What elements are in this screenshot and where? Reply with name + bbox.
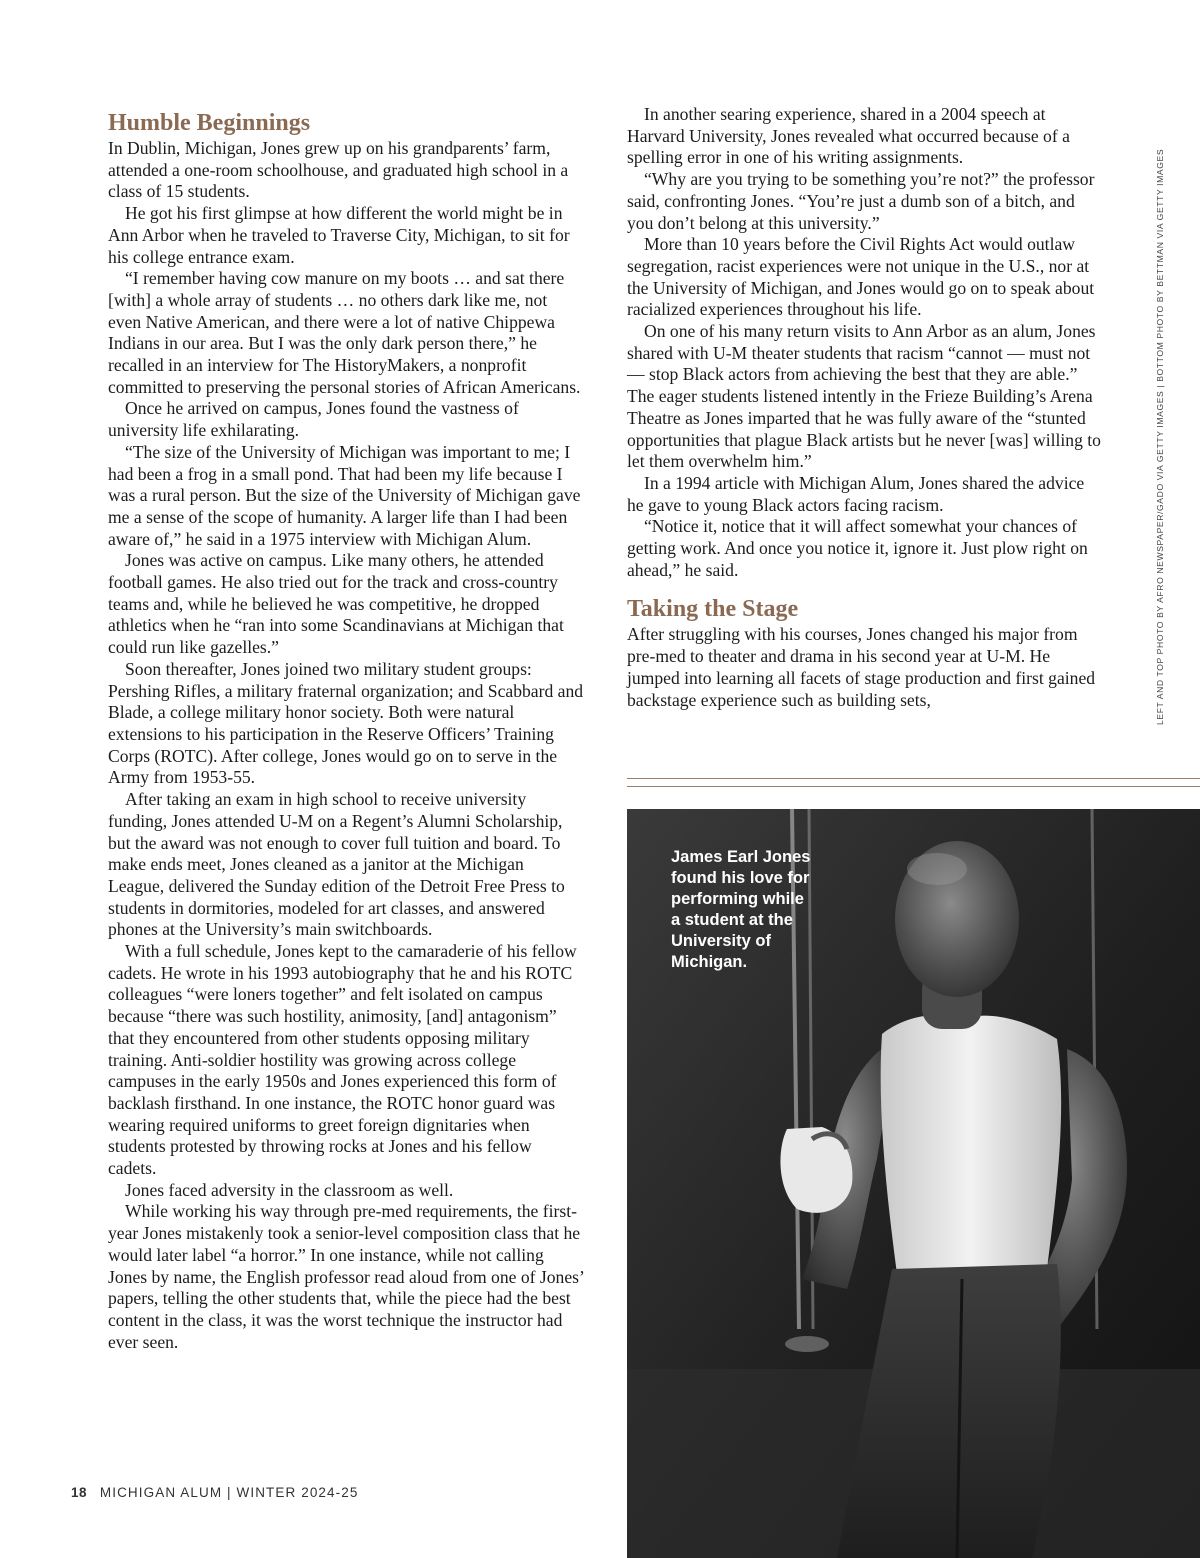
body-paragraph: Once he arrived on campus, Jones found the vastness of university life exhilarating. xyxy=(108,398,519,441)
divider-rule xyxy=(627,778,1200,779)
section-heading-humble-beginnings: Humble Beginnings xyxy=(108,110,311,136)
body-paragraph: With a full schedule, Jones kept to the camaraderie of his fellow cadets. He wrote in his 1993 autobiography that he and his ROTC colleagues “were loners together” and felt isolated on campus because “there was such hostility, animosity, [and] antagonism” that they encountered from other students opposing military training. Anti-soldier hostility was growing across college campuses in the early 1950s and Jones experienced this form of backlash firsthand. In one instance, the ROTC honor guard was wearing required uniforms to greet foreign dignitaries when students protested by throwing rocks at Jones and his fellow cadets. xyxy=(108,941,577,1179)
body-paragraph: After taking an exam in high school to receive university funding, Jones attended U-M on a Regent’s Alumni Scholarship, but the award was not enough to cover full tuition and board. To make ends meet, Jones cleaned as a janitor at the Michigan League, delivered the Sunday edition of the Detroit Free Press to students in dormitories, modeled for art classes, and answered phones at the University’s main switchboards. xyxy=(108,789,565,940)
body-paragraph: More than 10 years before the Civil Rights Act would outlaw segregation, racist experiences were not unique in the U.S., nor at the University of Michigan, and Jones would go on to speak about racialized experiences throughout his life. xyxy=(627,234,1095,320)
body-paragraph: While working his way through pre-med requirements, the first-year Jones mistakenly took a senior-level composition class that he would later label “a horror.” In one instance, while not calling Jones by name, the English professor read aloud from one of Jones’ papers, telling the other students that, while the piece had the best content in the class, it was the worst technique the instructor had ever seen. xyxy=(108,1201,584,1352)
body-paragraph: “Why are you trying to be something you’re not?” the professor said, confronting Jones. “You’re just a dumb son of a bitch, and you don’t belong at this university.” xyxy=(627,169,1095,233)
photo-caption: James Earl Jones found his love for performing while a student at the University of Michigan. xyxy=(671,848,811,971)
page-footer xyxy=(71,1485,358,1500)
section-heading-taking-the-stage: Taking the Stage xyxy=(627,596,799,623)
body-paragraph: In another searing experience, shared in a 2004 speech at Harvard University, Jones revealed what occurred because of a spelling error in one of his writing assignments. xyxy=(627,104,1070,168)
publication-name: MICHIGAN ALUM | WINTER 2024-25 xyxy=(99,1485,359,1500)
body-paragraph: “Notice it, notice that it will affect somewhat your chances of getting work. And once you notice it, ignore it. Just plow right on ahead,” he said. xyxy=(627,516,1088,580)
body-paragraph: Soon thereafter, Jones joined two military student groups: Pershing Rifles, a military fraternal organization; and Scabbard and Blade, a college military honor society. Both were natural extensions to his participation in the Reserve Officers’ Training Corps (ROTC). After college, Jones would go on to serve in the Army from 1953-55. xyxy=(108,658,584,788)
divider-rule xyxy=(627,786,1200,787)
body-paragraph: “The size of the University of Michigan was important to me; I had been a frog in a small pond. That had been my life because I was a rural person. But the size of the University of Michigan gave me a sense of the scope of humanity. A larger life than I had been aware of,” he said in a 1975 interview with Michigan Alum. xyxy=(108,441,581,549)
body-paragraph: He got his first glimpse at how different the world might be in Ann Arbor when he traveled to Traverse City, Michigan, to sit for his college entrance exam. xyxy=(108,203,570,267)
page-number: 18 xyxy=(71,1485,88,1500)
body-paragraph: On one of his many return visits to Ann Arbor as an alum, Jones shared with U-M theater students that racism “cannot — must not — stop Black actors from achieving the best that they are able.” The eager students listened intently in the Frieze Building’s Arena Theatre as Jones imparted that he was fully aware of the “stunted opportunities that plague Black artists but he never [was] willing to let them overwhelm him.” xyxy=(627,321,1101,472)
left-column xyxy=(108,108,584,1353)
body-paragraph: After struggling with his courses, Jones changed his major from pre-med to theater and drama in his second year at U-M. He jumped into learning all facets of stage production and first gained backstage experience such as building sets, xyxy=(627,624,1096,710)
photo-credit-text: LEFT AND TOP PHOTO BY AFRO NEWSPAPER/GADO VIA GETTY IMAGES | BOTTOM PHOTO BY BETTMAN VIA GETTY IMAGES xyxy=(1155,148,1165,725)
body-paragraph: Jones faced adversity in the classroom as well. xyxy=(125,1179,454,1200)
right-column xyxy=(627,104,1103,711)
photo-credit xyxy=(1154,148,1168,725)
body-paragraph: In Dublin, Michigan, Jones grew up on his grandparents’ farm, attended a one-room schoolhouse, and graduated high school in a class of 15 students. xyxy=(108,138,569,202)
body-paragraph: Jones was active on campus. Like many others, he attended football games. He also tried out for the track and cross-country teams and, while he believed he was competitive, he dropped athletics when he “ran into some Scandinavians at Michigan that could run like gazelles.” xyxy=(108,550,564,658)
photo-james-earl-jones xyxy=(627,809,1200,1558)
body-paragraph: “I remember having cow manure on my boots … and sat there [with] a whole array of students … no others dark like me, not even Native American, and there were a lot of native Chippewa Indians in our area. But I was the only dark person there,” he recalled in an interview for The HistoryMakers, a nonprofit committed to preserving the personal stories of African Americans. xyxy=(108,268,581,397)
body-paragraph: In a 1994 article with Michigan Alum, Jones shared the advice he gave to young Black actors facing racism. xyxy=(627,472,1085,515)
